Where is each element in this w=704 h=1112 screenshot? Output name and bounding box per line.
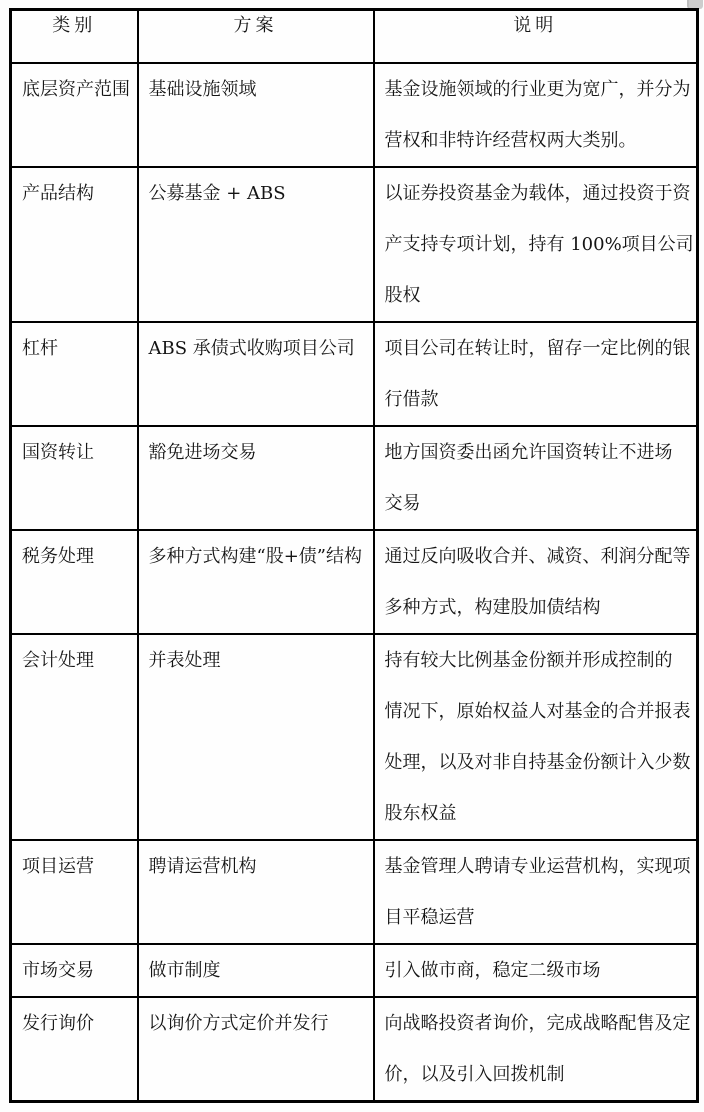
category-cell [11, 167, 138, 322]
plan-cell [138, 63, 374, 167]
table-row [11, 63, 698, 167]
text-line: 产支持专项计划，持有 100%项目公司 [384, 234, 694, 255]
table-row [11, 840, 698, 944]
text-line: 发行询价 [22, 1013, 94, 1034]
column-header-plan: 方案 [138, 10, 374, 64]
text-line: 公募基金 + ABS [148, 183, 286, 204]
text-line: 处理，以及对非自持基金份额计入少数 [384, 752, 691, 773]
plan-cell [138, 840, 374, 944]
table-row [11, 997, 698, 1102]
plan-cell [138, 944, 374, 997]
text-line: 并表处理 [148, 650, 221, 671]
text-line: 聘请运营机构 [148, 856, 257, 877]
text-line: 税务处理 [22, 546, 94, 567]
text-line: 基础设施领域 [148, 79, 257, 100]
text-line: 行借款 [384, 389, 439, 410]
text-line: 情况下，原始权益人对基金的合并报表 [384, 701, 691, 722]
text-line: 基金设施领域的行业更为宽广，并分为 [384, 79, 691, 100]
column-header-description: 说明 [374, 10, 698, 64]
text-line: 国资转让 [22, 442, 94, 463]
text-line: 以证券投资基金为载体，通过投资于资 [384, 183, 691, 204]
table-row [11, 322, 698, 426]
text-line: 杠杆 [22, 338, 58, 359]
text-line: 持有较大比例基金份额并形成控制的 [384, 650, 673, 671]
table-row [11, 426, 698, 530]
text-line: 基金管理人聘请专业运营机构，实现项 [384, 856, 691, 877]
category-cell [11, 634, 138, 840]
text-line: 做市制度 [148, 960, 221, 981]
plan-cell [138, 997, 374, 1102]
category-cell [11, 944, 138, 997]
category-cell [11, 530, 138, 634]
table-row [11, 530, 698, 634]
description-cell [374, 426, 698, 530]
text-line: 多种方式构建“股+债”结构 [148, 546, 362, 567]
plan-cell [138, 426, 374, 530]
text-line: 目平稳运营 [384, 907, 475, 928]
description-cell [374, 944, 698, 997]
description-cell [374, 322, 698, 426]
text-line: 产品结构 [22, 183, 94, 204]
table-body [11, 63, 698, 1102]
text-line: 项目运营 [22, 856, 94, 877]
text-line: 会计处理 [22, 650, 94, 671]
text-line: 营权和非特许经营权两大类别。 [384, 130, 637, 151]
text-line: 引入做市商，稳定二级市场 [384, 960, 601, 981]
text-line: 底层资产范围 [22, 79, 130, 100]
description-cell [374, 840, 698, 944]
table-row [11, 634, 698, 840]
table-row [11, 167, 698, 322]
text-line: 通过反向吸收合并、减资、利润分配等 [384, 546, 691, 567]
text-line: ABS 承债式收购项目公司 [148, 338, 355, 359]
table-row [11, 944, 698, 997]
text-line: 以询价方式定价并发行 [148, 1013, 329, 1034]
description-cell [374, 997, 698, 1102]
category-cell [11, 322, 138, 426]
plan-cell [138, 322, 374, 426]
reits-scheme-table [9, 8, 699, 1103]
category-cell [11, 840, 138, 944]
text-line: 交易 [384, 493, 421, 514]
category-cell [11, 426, 138, 530]
text-line: 豁免进场交易 [148, 442, 257, 463]
text-line: 多种方式，构建股加债结构 [384, 597, 601, 618]
category-cell [11, 997, 138, 1102]
text-line: 股东权益 [384, 803, 457, 824]
category-cell [11, 63, 138, 167]
header-row [11, 10, 698, 64]
table-header [11, 10, 698, 64]
text-line: 价，以及引入回拨机制 [384, 1064, 565, 1085]
text-line: 项目公司在转让时，留存一定比例的银 [384, 338, 691, 359]
description-cell [374, 167, 698, 322]
description-cell [374, 634, 698, 840]
plan-cell [138, 167, 374, 322]
plan-cell [138, 530, 374, 634]
text-line: 向战略投资者询价，完成战略配售及定 [384, 1013, 691, 1034]
text-line: 股权 [384, 285, 421, 306]
text-line: 地方国资委出函允许国资转让不进场 [384, 442, 673, 463]
plan-cell [138, 634, 374, 840]
column-header-category: 类别 [11, 10, 138, 64]
text-line: 市场交易 [22, 960, 94, 981]
description-cell [374, 530, 698, 634]
description-cell [374, 63, 698, 167]
